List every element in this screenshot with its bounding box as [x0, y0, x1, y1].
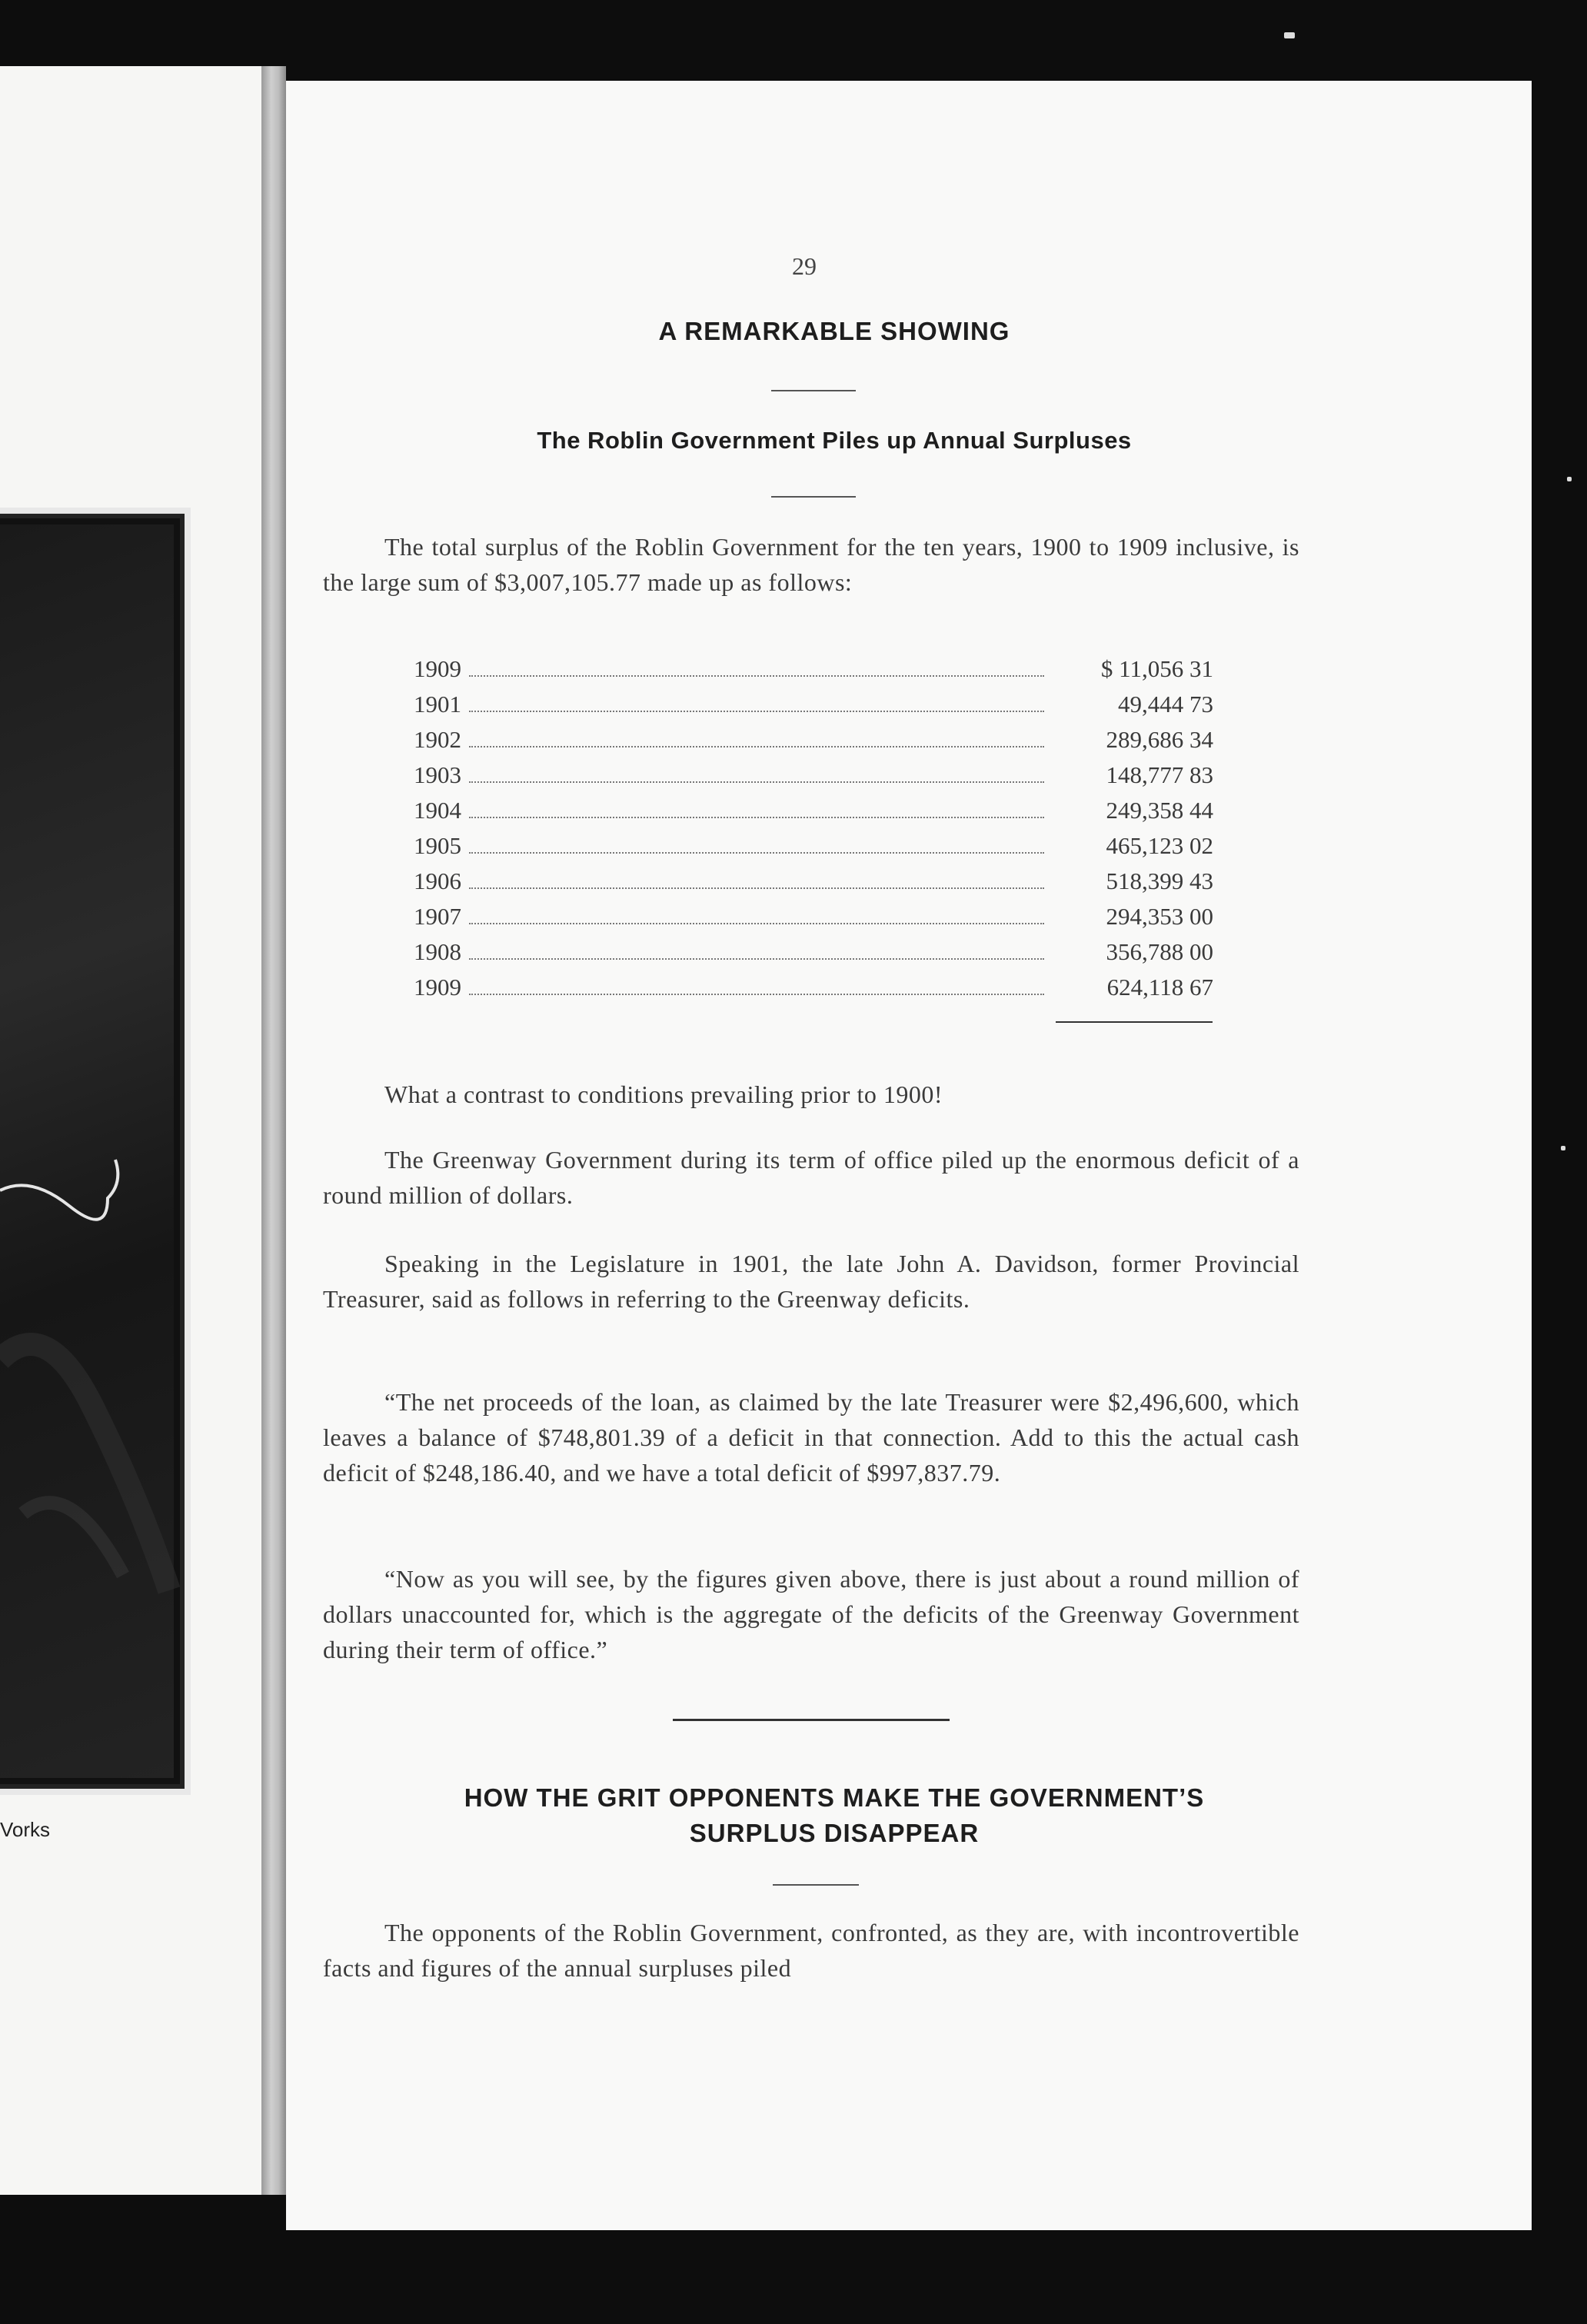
- intro-paragraph: The total surplus of the Roblin Government for the ten years, 1900 to 1909 inclusive, is the large sum of $3,007,105.77 made up as follows:: [323, 533, 1299, 596]
- photograph: [0, 508, 191, 1795]
- contrast-paragraph: What a contrast to conditions prevailing prior to 1900!: [384, 1080, 943, 1108]
- divider-rule: [771, 390, 856, 391]
- heading-grit-opponents: [323, 1780, 1346, 1851]
- table-row: 1904 249,358 44: [414, 797, 1213, 824]
- speaking-paragraph: Speaking in the Legislature in 1901, the late John A. Davidson, former Provincial Treasurer, said as follows in referring to the Greenway deficits.: [323, 1250, 1299, 1313]
- book-gutter: [261, 66, 286, 2195]
- table-total-rule: [1056, 1021, 1213, 1023]
- left-facing-page: [0, 66, 278, 2195]
- table-row: 1909 624,118 67: [414, 974, 1213, 1001]
- table-row: 1902 289,686 34: [414, 726, 1213, 753]
- table-row: 1909 $ 11,056 31: [414, 655, 1213, 682]
- section-divider: [673, 1719, 950, 1721]
- photograph-detail: [0, 514, 185, 1789]
- photo-caption: Vorks: [0, 1818, 51, 1841]
- scan-speck: [1561, 1146, 1565, 1150]
- heading-remarkable-showing: A REMARKABLE SHOWING: [658, 317, 1010, 345]
- quote-paragraph-2: “Now as you will see, by the figures given above, there is just about a round million of dollars unaccounted for, which is the aggregate of the deficits of the Greenway Government during their term of office.”: [323, 1565, 1299, 1663]
- heading-grit-opponents-line1: HOW THE GRIT OPPONENTS MAKE THE GOVERNMENT’S: [464, 1783, 1205, 1812]
- subheading-roblin-surpluses: The Roblin Government Piles up Annual Surpluses: [537, 427, 1132, 454]
- scan-speck: [1567, 477, 1572, 481]
- table-row: 1908 356,788 00: [414, 938, 1213, 965]
- table-row: 1901 49,444 73: [414, 691, 1213, 718]
- divider-rule: [773, 1884, 859, 1886]
- table-row: 1903 148,777 83: [414, 761, 1213, 788]
- divider-rule: [771, 496, 856, 498]
- surplus-table: [414, 655, 1213, 1009]
- heading-grit-opponents-line2: SURPLUS DISAPPEAR: [689, 1819, 980, 1847]
- scan-speck: [1284, 32, 1295, 38]
- table-row: 1907 294,353 00: [414, 903, 1213, 930]
- greenway-paragraph: The Greenway Government during its term of office piled up the enormous deficit of a round million of dollars.: [323, 1146, 1299, 1209]
- opponents-paragraph: The opponents of the Roblin Government, confronted, as they are, with incontrovertible facts and figures of the annual surpluses piled: [323, 1919, 1299, 1982]
- table-row: 1906 518,399 43: [414, 867, 1213, 894]
- page-number: 29: [792, 252, 817, 280]
- quote-paragraph-1: “The net proceeds of the loan, as claimed by the late Treasurer were $2,496,600, which leaves a balance of $748,801.39 of a deficit in that connection. Add to this the actual cash deficit of $248,186.40, and we have a total deficit of $997,837.79.: [323, 1388, 1299, 1487]
- table-row: 1905 465,123 02: [414, 832, 1213, 859]
